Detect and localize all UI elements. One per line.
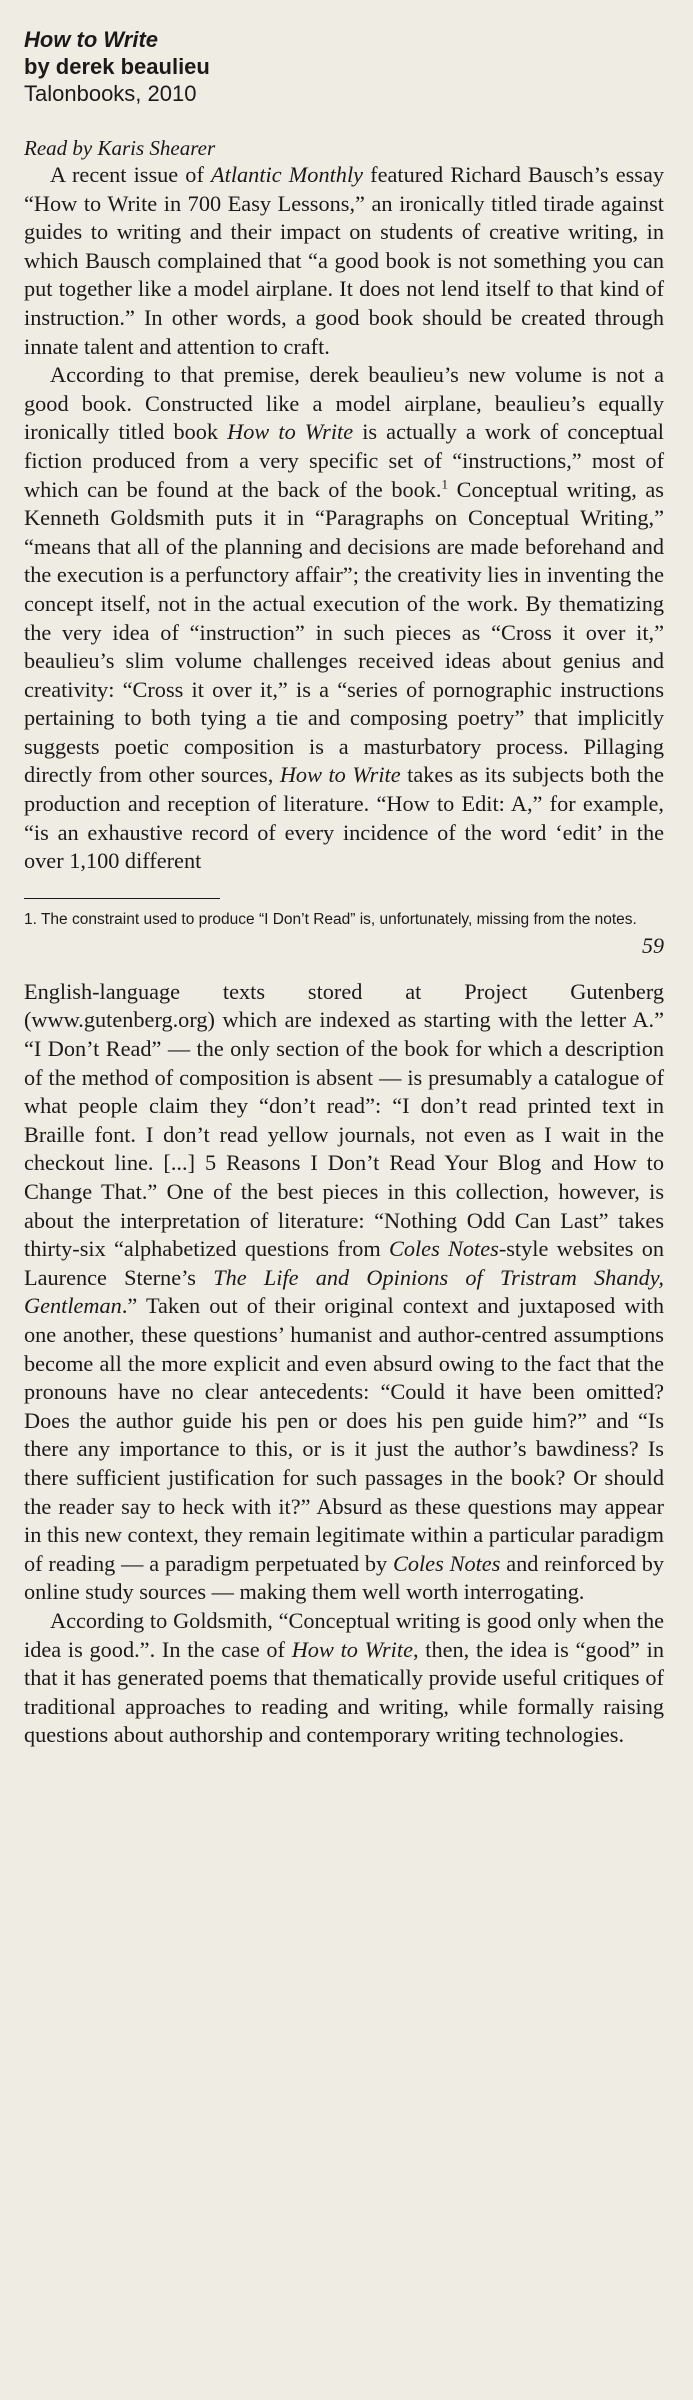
text-run: .” Taken out of their original context and juxtaposed with one another, these questions’ humanist and author-centred assumptions become all the more explicit and even absurd owing to the fact that the pronouns have no clear antecedents: “Could it have been omitted? Does the author guide his pen or does his pen guide him?” and “Is there any importance to this, or is it just the author’s bawdiness? Is there sufficient justification for such passages in the book? Or should the reader say to heck with it?” Absurd as these questions may appear in this new context, they remain legitimate within a particular paradigm of reading — a paradigm perpetuated by [24, 1293, 664, 1576]
paragraph-4 [24, 1607, 664, 1750]
italic-title: How to Write [227, 419, 354, 445]
text-run: featured Richard Bausch’s essay “How to Write in 700 Easy Lessons,” an ironically titled tirade against guides to writing and their impact on students of creative writing, in which Bausch complained that “a good book is not something you can put together like a model airplane. It does not lend itself to that kind of instruction.” In other words, a good book should be created through innate talent and attention to craft. [24, 162, 664, 359]
text-run: takes as its subjects both the production and reception of literature. “How to Edit: A,” for example, “is an exhaustive record of every incidence of the word ‘edit’ in the over 1,100 different [24, 762, 664, 874]
footnote-divider [24, 898, 220, 899]
paragraph-2 [24, 361, 664, 876]
review-header [24, 26, 664, 161]
italic-title: Coles Notes [388, 1236, 499, 1262]
paragraph-3 [24, 978, 664, 1607]
text-run: According to Goldsmith, “Conceptual writing is good only when the idea is good.”. In the case of [24, 1607, 664, 1662]
review-body-continued [24, 978, 664, 1750]
italic-title: Coles Notes [392, 1550, 501, 1576]
italic-title: Atlantic Monthly [211, 162, 364, 187]
book-publisher: Talonbooks, 2010 [24, 81, 197, 106]
text-run: English-language texts stored at Project Gutenberg (www.gutenberg.org) which are indexed as starting with the letter A.” “I Don’t Read” — the only section of the book for which a description of the method of composition is absent — is presumably a catalogue of what people claim they “don’t read”: “I don’t read printed text in Braille font. I don’t read yellow journals, not even as I wait in the checkout line. [...] 5 Reasons I Don’t Read Your Blog and How to Change That.” One of the best pieces in this collection, however, is about the interpretation of literature: “Nothing Odd Can Last” takes thirty-six “alphabetized questions from [24, 978, 664, 1262]
italic-title: The Life and Opinions of Tristram Shandy, Gentleman [24, 1264, 664, 1319]
footnote-marker: 1 [441, 476, 449, 492]
text-run: and reinforced by online study sources — making them well worth interrogating. [24, 1550, 664, 1605]
text-run: Conceptual writing, as Kenneth Goldsmith puts it in “Paragraphs on Conceptual Writing,” “means that all of the planning and decisions are made beforehand and the execution is a perfunctory affair”; the creativity lies in inventing the concept itself, not in the actual execution of the work. By thematizing the very idea of “instruction” in such pieces as “Cross it over it,” beaulieu’s slim volume challenges received ideas about genius and creativity: “Cross it over it,” is a “series of pornographic instructions pertaining to both tying a tie and composing poetry” that implicitly suggests poetic composition is a masturbatory process. Pillaging directly from other sources, [24, 476, 664, 788]
text-run: is actually a work of conceptual fiction produced from a very specific set of “instructions,” most of which can be found at the back of the book. [24, 419, 664, 502]
reviewer-byline: Read by Karis Shearer [24, 136, 216, 160]
paragraph-1 [24, 161, 664, 361]
italic-title: How to Write [291, 1636, 413, 1662]
text-run: A recent issue of [50, 162, 212, 187]
review-body [24, 161, 664, 876]
review-page [24, 26, 664, 1750]
text-run: -style websites on Laurence Sterne’s [24, 1236, 664, 1290]
page-number: 59 [642, 932, 664, 958]
text-run: According to that premise, derek beaulieu’s new volume is not a good book. Constructed like a model airplane, beaulieu’s equally ironically titled book [24, 362, 664, 445]
italic-title: How to Write [279, 762, 401, 788]
book-title: How to Write [24, 27, 159, 52]
book-author: by derek beaulieu [24, 54, 210, 79]
footnote: 1. The constraint used to produce “I Don’t Read” is, unfortunately, missing from the notes. [24, 910, 637, 928]
text-run: , then, the idea is “good” in that it has generated poems that thematically provide useful critiques of traditional approaches to reading and writing, while formally raising questions about authorship and contemporary writing technologies. [24, 1636, 665, 1748]
